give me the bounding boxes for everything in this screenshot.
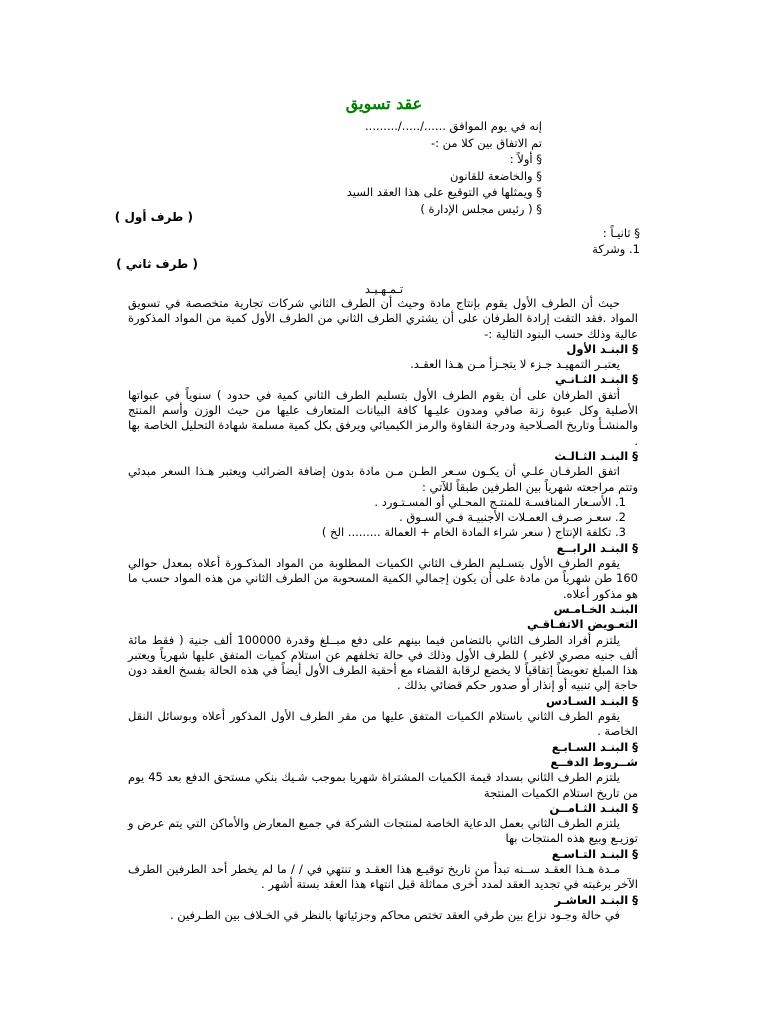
intro-block xyxy=(92,118,542,217)
clause-paragraph: مـدة هـذا العقـد ســنه تبدأ من تاريخ توقيـع هذا العقـد و تنتهي في / / ما لم يخطر أحد الطرفين الطرف الآخر برغبته في تجديد العقد لمدد أخرى مماثلة قبل انتهاء هذا العقد بستة أشهر . xyxy=(128,861,638,892)
clause-paragraph: يعتبـر التمهيـد جـزء لا يتجـزأ مـن هـذا العقـد. xyxy=(410,357,620,372)
list-item: 2. سعـر صـرف العمـلات الأجنبيـة فـي السـوق . xyxy=(399,510,626,525)
clause-paragraph: يلتزم الطرف الثاني بسداد قيمة الكميات المشتراة شهريا بموجب شـيك بنكي مستحق الدفع بعد 45 يوم من تاريخ استلام الكميات المنتجة xyxy=(128,770,638,800)
clause-paragraph: اتفق الطرفـان علـي أن يكـون سـعر الطـن مـن مادة بدون إضافة الضرائب ويعتبر هـذا السعر مبدئي وتتم مراجعته شهرياً بين الطرفين طبقاً للآتي : xyxy=(128,464,638,494)
preamble-heading: تـمـهـيـد xyxy=(364,282,404,296)
clause-heading: § البنـد الثـانـي xyxy=(554,372,638,387)
intro-line: § أولاً : xyxy=(509,152,542,166)
clause-paragraph: في حالة وجـود نزاع بين طرفي العقد تختص محاكم وجزئياتها بالنظر في الخـلاف بين الطـرفين . xyxy=(169,907,620,922)
party-two-label: ( طرف ثاني ) xyxy=(116,257,198,271)
clause-subheading: شــروط الدفــع xyxy=(550,754,638,769)
intro-line: 1. وشركة xyxy=(592,242,640,256)
list-item: 1. الأسـعار المنافسـة للمنتـج المحـلي أو المسـتـورد . xyxy=(374,494,626,509)
clause-heading: § البنـد السـادس xyxy=(546,693,638,708)
clause-heading: § البنـد الثـالـث xyxy=(554,448,638,463)
clause-subheading: التعـويض الاتفـاقـي xyxy=(526,617,638,632)
clause-heading: § البنـد العاشـر xyxy=(554,892,638,907)
intro-line: إنه في يوم الموافق ....../...../......... xyxy=(365,119,542,133)
intro-line: § والخاضعة للقانون xyxy=(450,168,542,183)
clause-paragraph: يقوم الطرف الثاني باستلام الكميات المتفق عليها من مقر الطرف الأول المذكور أعلاه وبوسائل النقل الخاصة . xyxy=(128,709,638,739)
clause-heading: البنـد الخـامـس xyxy=(553,601,638,616)
clause-heading: § البنـد الثـامــن xyxy=(549,800,638,815)
second-party-block xyxy=(240,225,640,257)
clause-heading: § البنـد التـاسـع xyxy=(551,846,638,861)
clause-heading: § البنـد الرابــع xyxy=(556,540,638,555)
clause-paragraph: يلتزم الطرف الثاني بعمل الدعاية الخاصة لمنتجات الشركة في جميع المعارض والأماكن التي يتم عرض و توزيـع وبيع هذه المنتجات بها xyxy=(128,816,638,846)
intro-line: § ثانيـاً : xyxy=(602,226,640,240)
intro-line: § ( رئيس مجلس الإدارة ) xyxy=(420,201,542,216)
clause-heading: § البنـد الأول xyxy=(566,341,638,356)
clause-paragraph: يقوم الطرف الأول بتسـليم الطرف الثاني الكميات المطلوبة من المواد المذكـورة أعلاه بمعدل حوالي 160 طن شهرياً من مادة على أن يكون إجمالي الكمية المسحوبة من الطرف الثاني من هذه المواد حسب ما هو مذكور أعلاه. xyxy=(128,556,638,601)
intro-line: تم الاتفاق بين كلا من :- xyxy=(430,135,542,150)
clause-paragraph: أتفق الطرفان على أن يقوم الطرف الأول بتسليم الطرف الثاني كمية في حدود ) سنوياً في عبواتها الأصلية وكل عبوة زنة صافي ومدون عليـها كافة البيانات المتعارف عليها من حيث الوزن وأسم المنتج والمنشـأ وتاريخ الصـلاحية ودرجة النقاوة والرمز الكيميائي ويرفق بكل كمية مسلمة شهادة التحليل الخاصة بها . xyxy=(128,387,638,448)
list-item: 3. تكلفة الإنتاج ( سعر شراء المادة الخام + العمالة ......... الخ ) xyxy=(321,525,626,540)
intro-line: § ويمثلها في التوقيع على هذا العقد السيد xyxy=(346,185,542,199)
contract-title: عقد تسويق xyxy=(345,94,423,113)
contract-body xyxy=(128,296,638,923)
clause-paragraph: يلتزم أفراد الطرف الثاني بالتضامن فيما بينهم على دفع مبــلغ وقدرة 100000 ألف جنية ( فقط مائة ألف جنيه مصري لاغير ) للطرف الأول وذلك في حالة تخلفهم عن استلام كميات المتفق عليها شهرياً ويعتبر هذا المبلغ تعويضاً إتفاقياً لا يخضع لرقابة القضاء مع أحقية الطرف الأول أيضاً في هذه الحالة بفسخ العقد دون حاجة إلي تنبيه أو إنذار أو صدور حكم قضائي بذلك . xyxy=(128,632,638,693)
party-one-label: ( طرف أول ) xyxy=(114,210,193,224)
clause-paragraph: حيث أن الطرف الأول يقوم بإنتاج مادة وحيث أن الطرف الثاني شركات تجارية متخصصة في تسويق المواد .فقد التقت إرادة الطرفان على أن يشتري الطرف الثاني من الطرف الأول كمية من المواد المذكورة عالية وذلك حسب البنود التالية :- xyxy=(128,296,638,341)
clause-heading: § البنـد السـابـع xyxy=(551,739,638,754)
